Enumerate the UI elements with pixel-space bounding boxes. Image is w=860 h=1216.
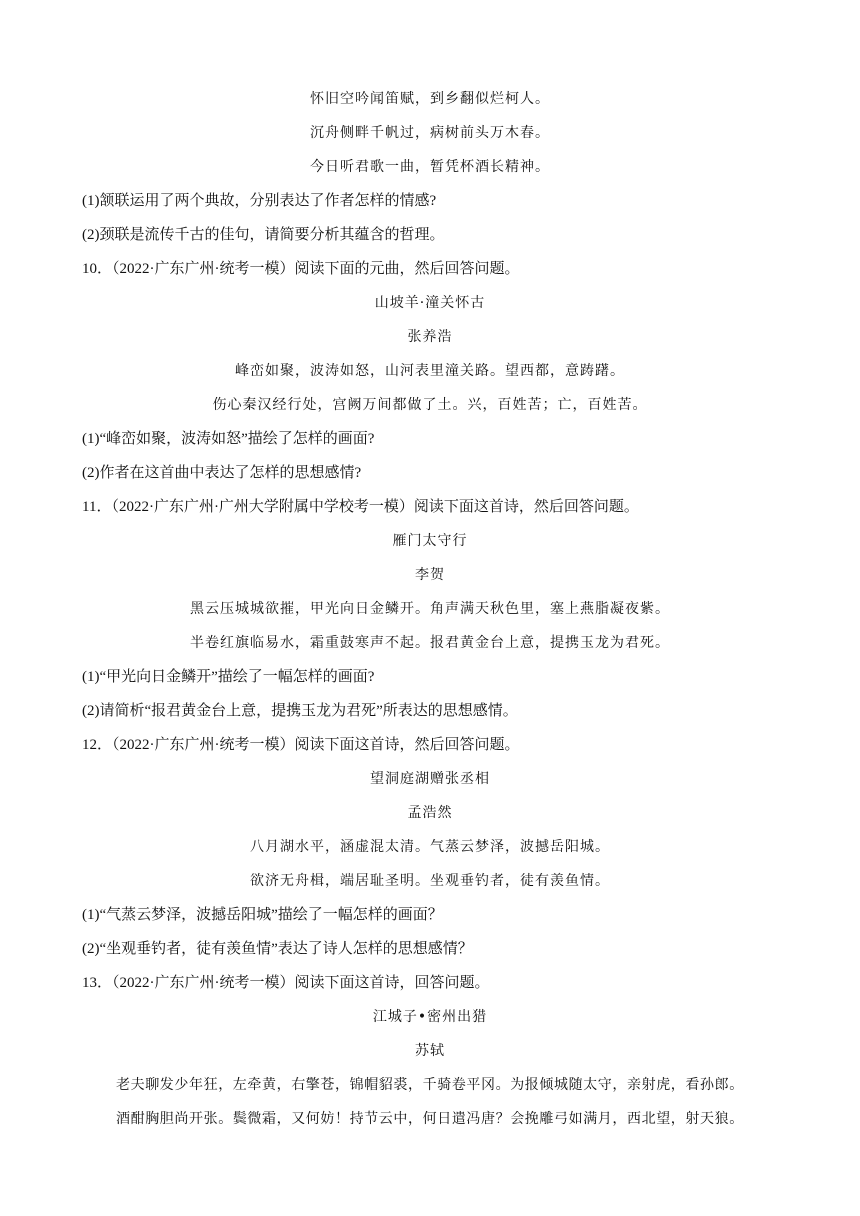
question-header: 11．（2022·广东广州·广州大学附属中学校考一模）阅读下面这首诗，然后回答问题。: [82, 499, 639, 515]
poem-line: 今日听君歌一曲，暂凭杯酒长精神。: [310, 159, 550, 175]
poem-line: 老夫聊发少年狂，左牵黄，右擎苍，锦帽貂裘，千骑卷平冈。为报倾城随太守，亲射虎，看孙郎。: [116, 1077, 744, 1093]
poem-line: 沉舟侧畔千帆过，病树前头万木春。: [310, 125, 550, 141]
poem-line: 黑云压城城欲摧，甲光向日金鳞开。角声满天秋色里，塞上燕脂凝夜紫。: [190, 601, 670, 617]
sub-question: (2)颈联是流传千古的佳句，请简要分析其蕴含的哲理。: [82, 227, 445, 243]
sub-question: (1)“气蒸云梦泽，波撼岳阳城”描绘了一幅怎样的画面？: [82, 907, 443, 923]
poem-author: 张养浩: [407, 329, 453, 345]
poem-title: 江城子•密州出猎: [372, 1009, 488, 1025]
sub-question: (1)“峰峦如聚，波涛如怒”描绘了怎样的画面?: [82, 431, 375, 447]
sub-question: (2)“坐观垂钓者，徒有羡鱼情”表达了诗人怎样的思想感情？: [82, 941, 473, 957]
question-header: 13．（2022·广东广州·统考一模）阅读下面这首诗，回答问题。: [82, 975, 490, 991]
sub-question: (1)“甲光向日金鳞开”描绘了一幅怎样的画面?: [82, 669, 375, 685]
sub-question: (1)颔联运用了两个典故，分别表达了作者怎样的情感?: [82, 193, 437, 209]
poem-line: 酒酣胸胆尚开张。鬓微霜，又何妨！持节云中，何日遣冯唐？会挽雕弓如满月，西北望，射天狼。: [116, 1111, 744, 1127]
poem-line: 峰峦如聚，波涛如怒，山河表里潼关路。望西都，意踌躇。: [235, 363, 625, 379]
poem-line: 怀旧空吟闻笛赋，到乡翻似烂柯人。: [310, 91, 550, 107]
poem-author: 李贺: [415, 567, 445, 583]
question-header: 10．（2022·广东广州·统考一模）阅读下面的元曲，然后回答问题。: [82, 261, 520, 277]
poem-author: 苏轼: [415, 1043, 445, 1059]
question-header: 12．（2022·广东广州·统考一模）阅读下面这首诗，然后回答问题。: [82, 737, 520, 753]
sub-question: (2)作者在这首曲中表达了怎样的思想感情?: [82, 465, 362, 481]
poem-line: 伤心秦汉经行处，宫阙万间都做了土。兴，百姓苦；亡，百姓苦。: [212, 397, 648, 413]
poem-title: 雁门太守行: [392, 533, 468, 549]
poem-title: 山坡羊·潼关怀古: [374, 295, 486, 311]
poem-author: 孟浩然: [407, 805, 453, 821]
poem-line: 欲济无舟楫，端居耻圣明。坐观垂钓者，徒有羡鱼情。: [250, 873, 610, 889]
poem-line: 八月湖水平，涵虚混太清。气蒸云梦泽，波撼岳阳城。: [250, 839, 610, 855]
poem-line: 半卷红旗临易水，霜重鼓寒声不起。报君黄金台上意，提携玉龙为君死。: [190, 635, 670, 651]
poem-title: 望洞庭湖赠张丞相: [370, 771, 490, 787]
sub-question: (2)请简析“报君黄金台上意，提携玉龙为君死”所表达的思想感情。: [82, 703, 518, 719]
